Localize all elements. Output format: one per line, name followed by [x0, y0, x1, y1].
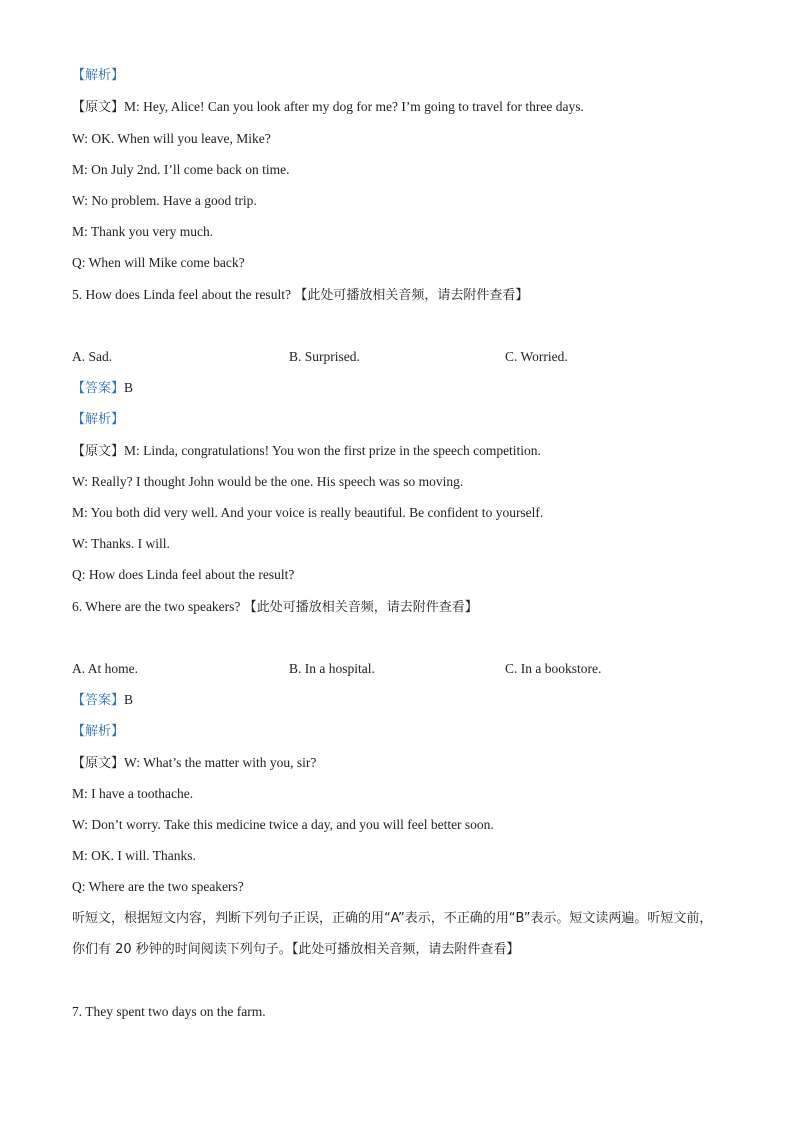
option-a: A. At home. — [72, 661, 138, 676]
transcript-line: M: OK. I will. Thanks. — [72, 848, 196, 863]
transcript-text: W: What’s the matter with you, sir? — [124, 755, 317, 770]
section-instructions — [72, 903, 722, 965]
question-6 — [72, 598, 478, 617]
transcript-text: M: Hey, Alice! Can you look after my dog for me? I’m going to travel for three days. — [124, 99, 584, 114]
option-c: C. Worried. — [505, 349, 568, 364]
question-7: 7. They spent two days on the farm. — [72, 1004, 266, 1019]
question-5 — [72, 286, 528, 305]
original-text-label: 【原文】 — [72, 756, 125, 771]
transcript-line: M: On July 2nd. I’ll come back on time. — [72, 162, 290, 177]
transcript-line — [72, 754, 316, 773]
transcript-line: W: No problem. Have a good trip. — [72, 193, 257, 208]
answer-line — [72, 379, 133, 398]
transcript-line: M: You both did very well. And your voice is really beautiful. Be confident to yourself. — [72, 505, 544, 520]
audio-note-link[interactable]: 【此处可播放相关音频，请去附件查看】 — [291, 942, 520, 957]
original-text-label: 【原文】 — [72, 100, 125, 115]
instructions-text: 听短文，根据短文内容，判断下列句子正误，正确的用“A”表示，不正确的用“B”表示。短文读两遍。听短文前，你们有 20 秒钟的时间阅读下列句子。 — [72, 911, 713, 957]
original-text-label: 【原文】 — [72, 444, 125, 459]
analysis-label: 【解析】 — [72, 412, 125, 427]
audio-note-link[interactable]: 【此处可播放相关音频，请去附件查看】 — [243, 600, 478, 615]
transcript-question: Q: How does Linda feel about the result? — [72, 567, 295, 582]
transcript-line: M: Thank you very much. — [72, 224, 214, 239]
option-a: A. Sad. — [72, 349, 113, 364]
transcript-line: W: Really? I thought John would be the one. His speech was so moving. — [72, 474, 464, 489]
transcript-question: Q: Where are the two speakers? — [72, 879, 244, 894]
analysis-label: 【解析】 — [72, 68, 125, 83]
question-6-text: 6. Where are the two speakers? — [72, 599, 241, 614]
transcript-line: W: Thanks. I will. — [72, 536, 170, 551]
option-c: C. In a bookstore. — [505, 661, 602, 676]
answer-line — [72, 691, 133, 710]
transcript-line: W: Don’t worry. Take this medicine twice a day, and you will feel better soon. — [72, 817, 494, 832]
audio-note-link[interactable]: 【此处可播放相关音频，请去附件查看】 — [294, 288, 529, 303]
answer-label: 【答案】 — [72, 693, 125, 708]
question-5-text: 5. How does Linda feel about the result? — [72, 287, 291, 302]
transcript-text: M: Linda, congratulations! You won the first prize in the speech competition. — [124, 443, 541, 458]
option-b: B. In a hospital. — [289, 661, 375, 676]
transcript-question: Q: When will Mike come back? — [72, 255, 245, 270]
transcript-line — [72, 442, 541, 461]
option-b: B. Surprised. — [289, 349, 360, 364]
answer-label: 【答案】 — [72, 381, 125, 396]
transcript-line: W: OK. When will you leave, Mike? — [72, 131, 271, 146]
transcript-line: M: I have a toothache. — [72, 786, 194, 801]
analysis-label: 【解析】 — [72, 724, 125, 739]
answer-value: B — [124, 380, 134, 395]
answer-value: B — [124, 692, 134, 707]
transcript-line — [72, 98, 584, 117]
